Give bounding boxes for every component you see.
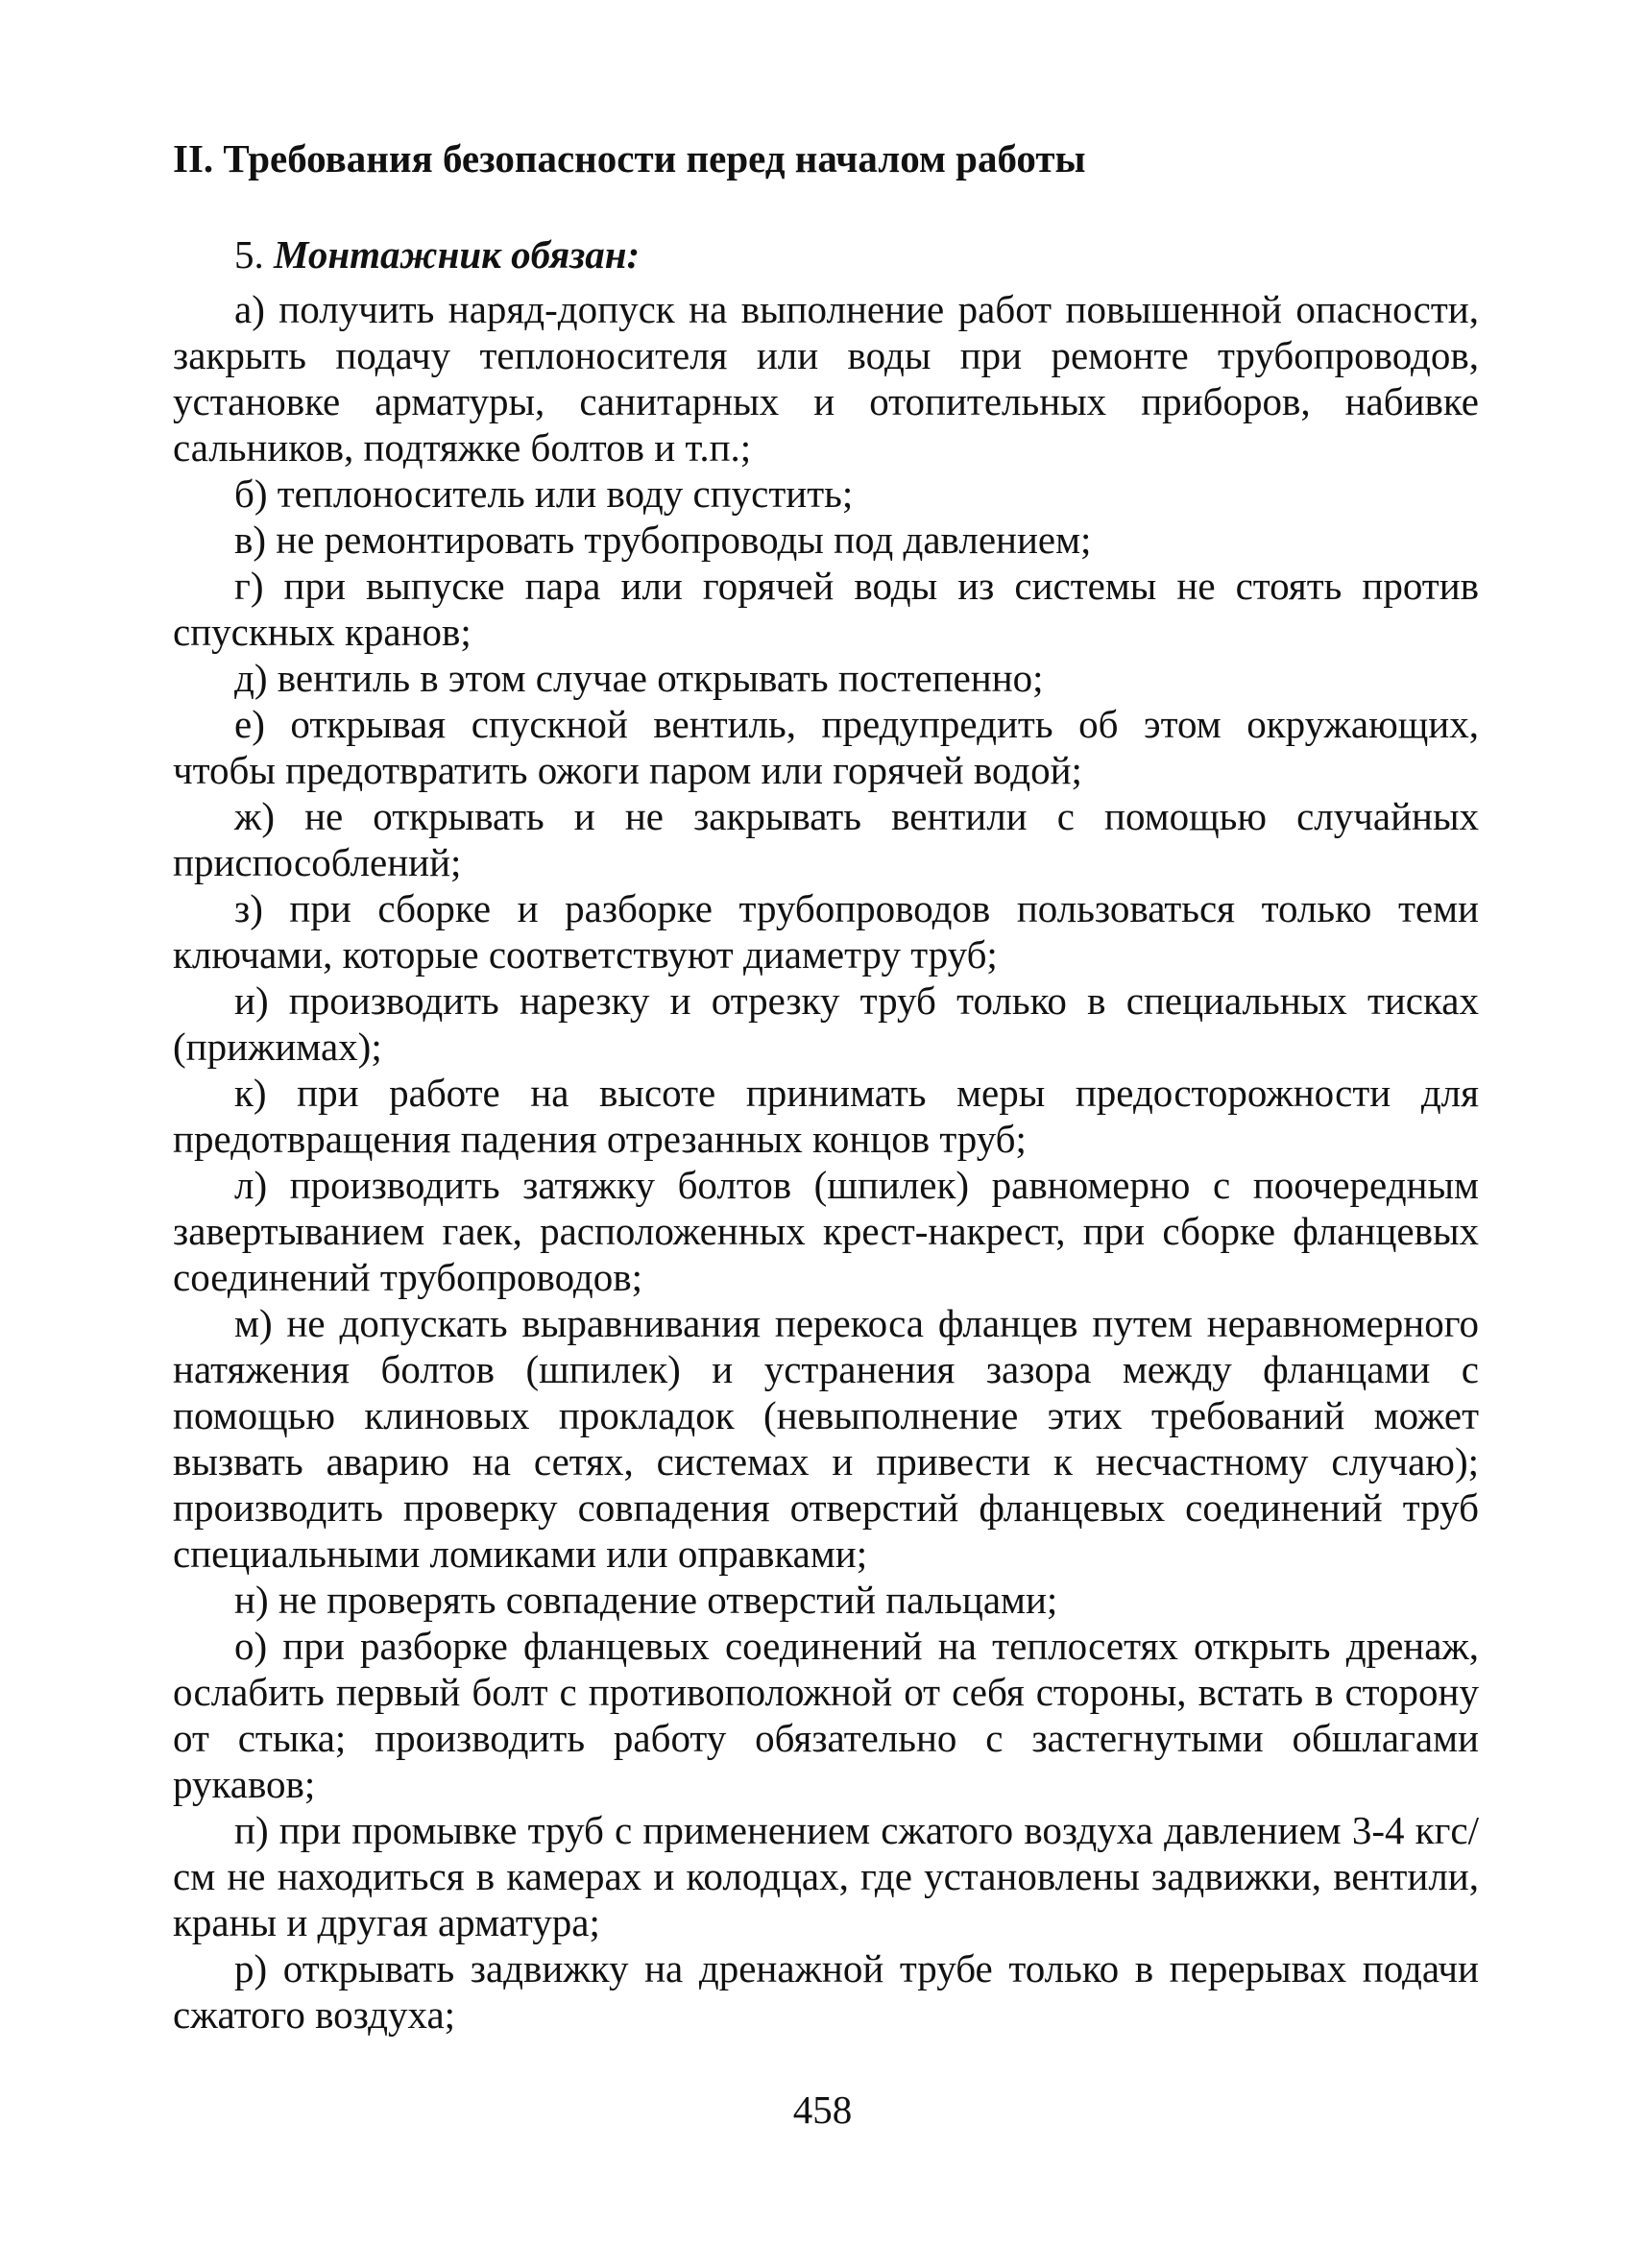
list-item: б) теплоноситель или воду спустить; <box>234 471 854 516</box>
list-item: а) получить наряд-допуск на выполнение работ повышенной опасности, закрыть подачу теплоносителя или воды при ремонте трубопроводов, установке арматуры, санитарных и отопительных приборов, набивке сальников, подтяжке болтов и т.п.; <box>173 287 1479 470</box>
list-item: з) при сборке и разборке трубопроводов пользоваться только теми ключами, которые соответствуют диаметру труб; <box>173 886 1479 977</box>
list-item: д) вентиль в этом случае открывать постепенно; <box>234 656 1044 700</box>
list-item: к) при работе на высоте принимать меры предосторожности для предотвращения падения отрезанных концов труб; <box>173 1071 1479 1161</box>
list-item: и) производить нарезку и отрезку труб только в специальных тисках (прижимах); <box>173 978 1479 1069</box>
clause-heading <box>173 230 1479 278</box>
list-item: ж) не открывать и не закрывать вентили с помощью случайных приспособлений; <box>173 794 1479 884</box>
list-item: е) открывая спускной вентиль, предупредить об этом окружающих, чтобы предотвратить ожоги паром или горячей водой; <box>173 702 1479 792</box>
list-item: о) при разборке фланцевых соединений на теплосетях открыть дренаж, ослабить первый болт с противоположной от себя стороны, встать в сторону от стыка; производить работу обязательно с застегнутыми обшлагами рукавов; <box>173 1624 1479 1806</box>
list-item: п) при промывке труб с применением сжатого воздуха давлением 3-4 кгс/см не находиться в камерах и колодцах, где установлены задвижки, вентили, краны и другая арматура; <box>173 1808 1479 1944</box>
list-item: г) при выпуске пара или горячей воды из системы не стоять против спускных кранов; <box>173 564 1479 654</box>
list-item: л) производить затяжку болтов (шпилек) равномерно с поочередным завертыванием гаек, расположенных крест-накрест, при сборке фланцевых соединений трубопроводов; <box>173 1163 1479 1299</box>
list-item: н) не проверять совпадение отверстий пальцами; <box>234 1578 1058 1622</box>
requirements-list <box>173 286 1479 2038</box>
list-item: м) не допускать выравнивания перекоса фланцев путем неравномерного натяжения болтов (шпилек) и устранения зазора между фланцами с помощью клиновых прокладок (невыполнение этих требований может вызвать аварию на сетях, системах и привести к несчастному случаю); производить проверку совпадения отверстий фланцевых соединений труб специальными ломиками или оправками; <box>173 1301 1479 1576</box>
clause-lead: Монтажник обязан: <box>274 232 641 277</box>
page-number: 458 <box>792 2087 853 2132</box>
section-title: II. Требования безопасности перед началом работы <box>173 136 1086 181</box>
document-page <box>173 134 1479 2038</box>
clause-number: 5. <box>234 232 264 277</box>
list-item: р) открывать задвижку на дренажной трубе только в перерывах подачи сжатого воздуха; <box>173 1946 1479 2037</box>
list-item: в) не ремонтировать трубопроводы под давлением; <box>234 518 1092 562</box>
